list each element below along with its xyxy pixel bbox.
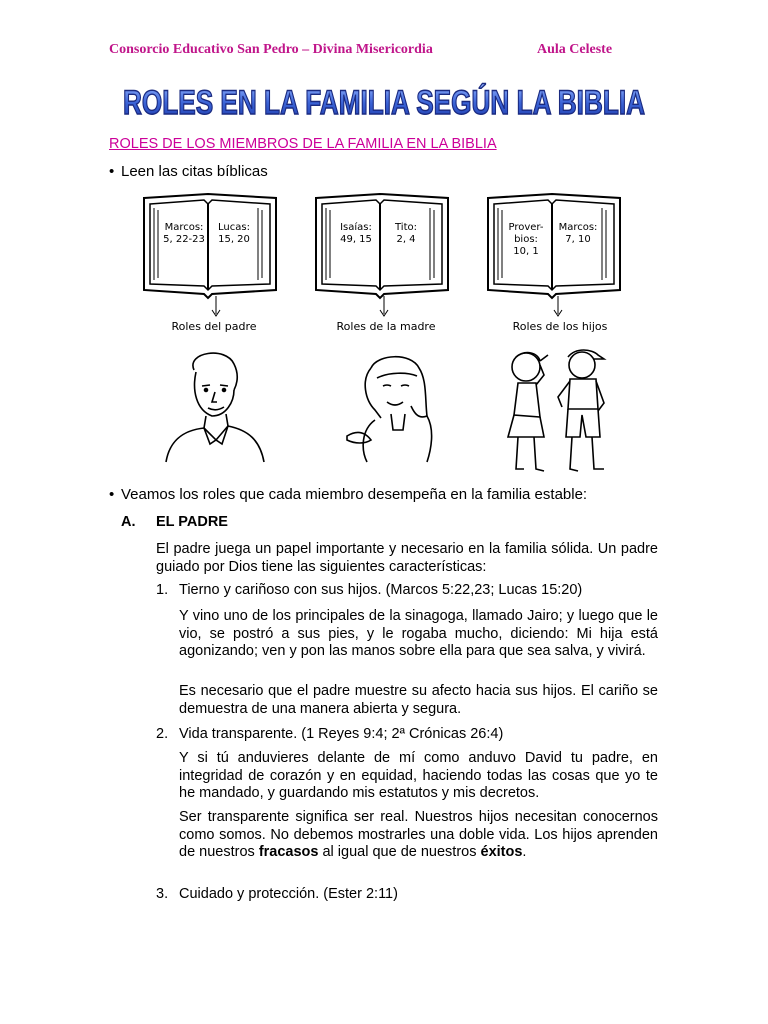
bullet-item <box>109 163 268 180</box>
svg-text:Lucas:15, 20 <box>218 222 250 245</box>
svg-text:Marcos:5, 22-23 <box>163 222 205 245</box>
book-father <box>144 194 276 333</box>
page-title <box>0 78 768 126</box>
book-ref: bios: <box>514 234 538 245</box>
book-ref: Isaías: <box>340 222 372 233</box>
bible-quote: Y si tú anduvieres delante de mí como anduvo David tu padre, en integridad de corazón y en equidad, haciendo todas las cosas que yo te he mandado, y guardando mis estatutos y mis decretos. <box>179 750 658 801</box>
book-ref: Tito: <box>395 222 417 233</box>
svg-text:Tito:2, 4 <box>394 222 417 245</box>
book-ref: 10, 1 <box>513 246 539 257</box>
explanation-text: . <box>522 844 527 860</box>
list-item <box>156 886 398 902</box>
emphasis-word: fracasos <box>258 844 319 860</box>
page-title-text: ROLES EN LA FAMILIA SEGÚN LA BIBLIA <box>123 84 645 122</box>
bible-quote: Y vino uno de los principales de la sinagoga, llamado Jairo; y luego que le vio, se postró a sus pies, y le rogaba mucho, diciendo: Mi hija está agonizando; ven y pon las manos sobre ella para que sea salva, y vivirá. <box>179 608 658 659</box>
item-number: 1. <box>156 582 169 598</box>
explanation-text: Ser transparente significa ser real. Nuestros hijos necesitan conocernos como somos. No debemos mostrarles una doble vida. Los hijos aprenden de nuestros <box>179 809 658 860</box>
book-caption: Roles de los hijos <box>512 320 608 333</box>
item-number: 3. <box>156 886 169 902</box>
book-ref: 7, 10 <box>565 234 591 245</box>
bullet-text: Leen las citas bíblicas <box>121 163 268 180</box>
header-school: Consorcio Educativo San Pedro – Divina Misericordia <box>109 42 433 57</box>
father-drawing <box>166 353 264 462</box>
item-number: 2. <box>156 726 169 742</box>
list-item <box>156 582 582 598</box>
mother-drawing <box>347 357 432 462</box>
book-caption: Roles de la madre <box>336 320 436 333</box>
section-subtitle: ROLES DE LOS MIEMBROS DE LA FAMILIA EN LA BIBLIA <box>109 136 497 152</box>
explanation-text: al igual que de nuestros <box>318 844 481 860</box>
header-classroom: Aula Celeste <box>537 42 613 57</box>
book-ref: Lucas: <box>218 222 250 233</box>
book-ref: 15, 20 <box>218 234 250 245</box>
bullet-dot: • <box>109 163 115 180</box>
bullet-text: Veamos los roles que cada miembro desempeña en la familia estable: <box>121 486 588 503</box>
intro-paragraph: El padre juega un papel importante y necesario en la familia sólida. Un padre guiado por Dios tiene las siguientes características: <box>156 541 658 575</box>
book-ref: Marcos: <box>558 222 598 233</box>
item-text: Tierno y cariñoso con sus hijos. (Marcos 5:22,23; Lucas 15:20) <box>179 582 583 598</box>
bullet-item <box>109 486 587 503</box>
bible-books-illustration <box>136 190 636 480</box>
explanation-paragraph <box>179 809 658 862</box>
item-text: Vida transparente. (1 Reyes 9:4; 2ª Crónicas 26:4) <box>179 726 504 742</box>
book-ref: 49, 15 <box>340 234 372 245</box>
item-text: Cuidado y protección. (Ester 2:11) <box>179 886 398 902</box>
book-ref: Marcos: <box>164 222 204 233</box>
list-item <box>156 726 503 742</box>
book-children <box>488 194 620 333</box>
book-ref: 5, 22-23 <box>163 234 205 245</box>
section-letter: A. <box>121 514 136 530</box>
section-heading <box>121 514 228 530</box>
book-ref: Prover- <box>508 222 544 233</box>
book-ref: 2, 4 <box>396 234 416 245</box>
emphasis-word: éxitos <box>480 844 523 860</box>
children-drawing <box>508 350 604 471</box>
section-title: EL PADRE <box>156 514 228 530</box>
book-caption: Roles del padre <box>171 320 257 333</box>
explanation-paragraph: Es necesario que el padre muestre su afecto hacia sus hijos. El cariño se demuestra de una manera abierta y segura. <box>179 683 658 717</box>
book-mother <box>316 194 448 333</box>
bullet-dot: • <box>109 486 115 503</box>
